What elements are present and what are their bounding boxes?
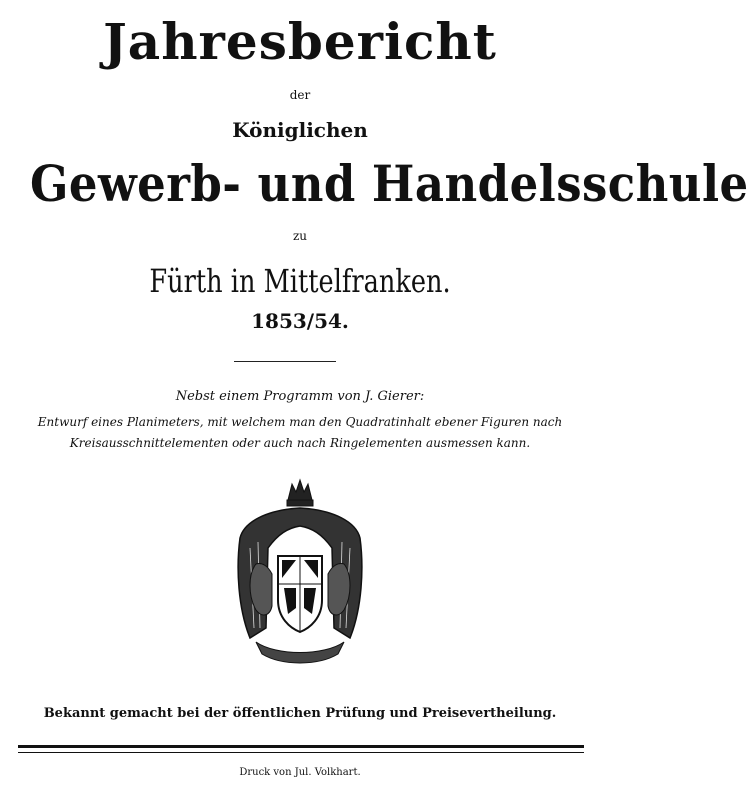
page-title: Jahresbericht (103, 12, 497, 71)
preposition-zu: zu (292, 229, 308, 243)
school-name: Gewerb- und Handelsschule (30, 154, 749, 213)
printer-imprint: Druck von Jul. Volkhart. (239, 767, 361, 778)
announcement: Bekannt gemacht bei der öffentlichen Prüfung und Preisevertheilung. (43, 706, 557, 721)
divider-thin (18, 752, 584, 753)
city-name: Fürth in Mittelfranken. (149, 262, 451, 300)
school-year: 1853/54. (251, 309, 349, 333)
divider-short (234, 361, 336, 362)
divider-thick (18, 745, 584, 748)
preposition-der: der (289, 88, 311, 102)
royal-label: Königlichen (232, 118, 368, 142)
coat-of-arms-icon (226, 478, 374, 668)
program-description: Entwurf eines Planimeters, mit welchem man den Quadratinhalt ebener Figuren nach Kreisausschnittelementen oder auch nach Ringelementen ausmessen kann. (37, 415, 563, 450)
program-intro: Nebst einem Programm von J. Gierer: (175, 389, 425, 404)
